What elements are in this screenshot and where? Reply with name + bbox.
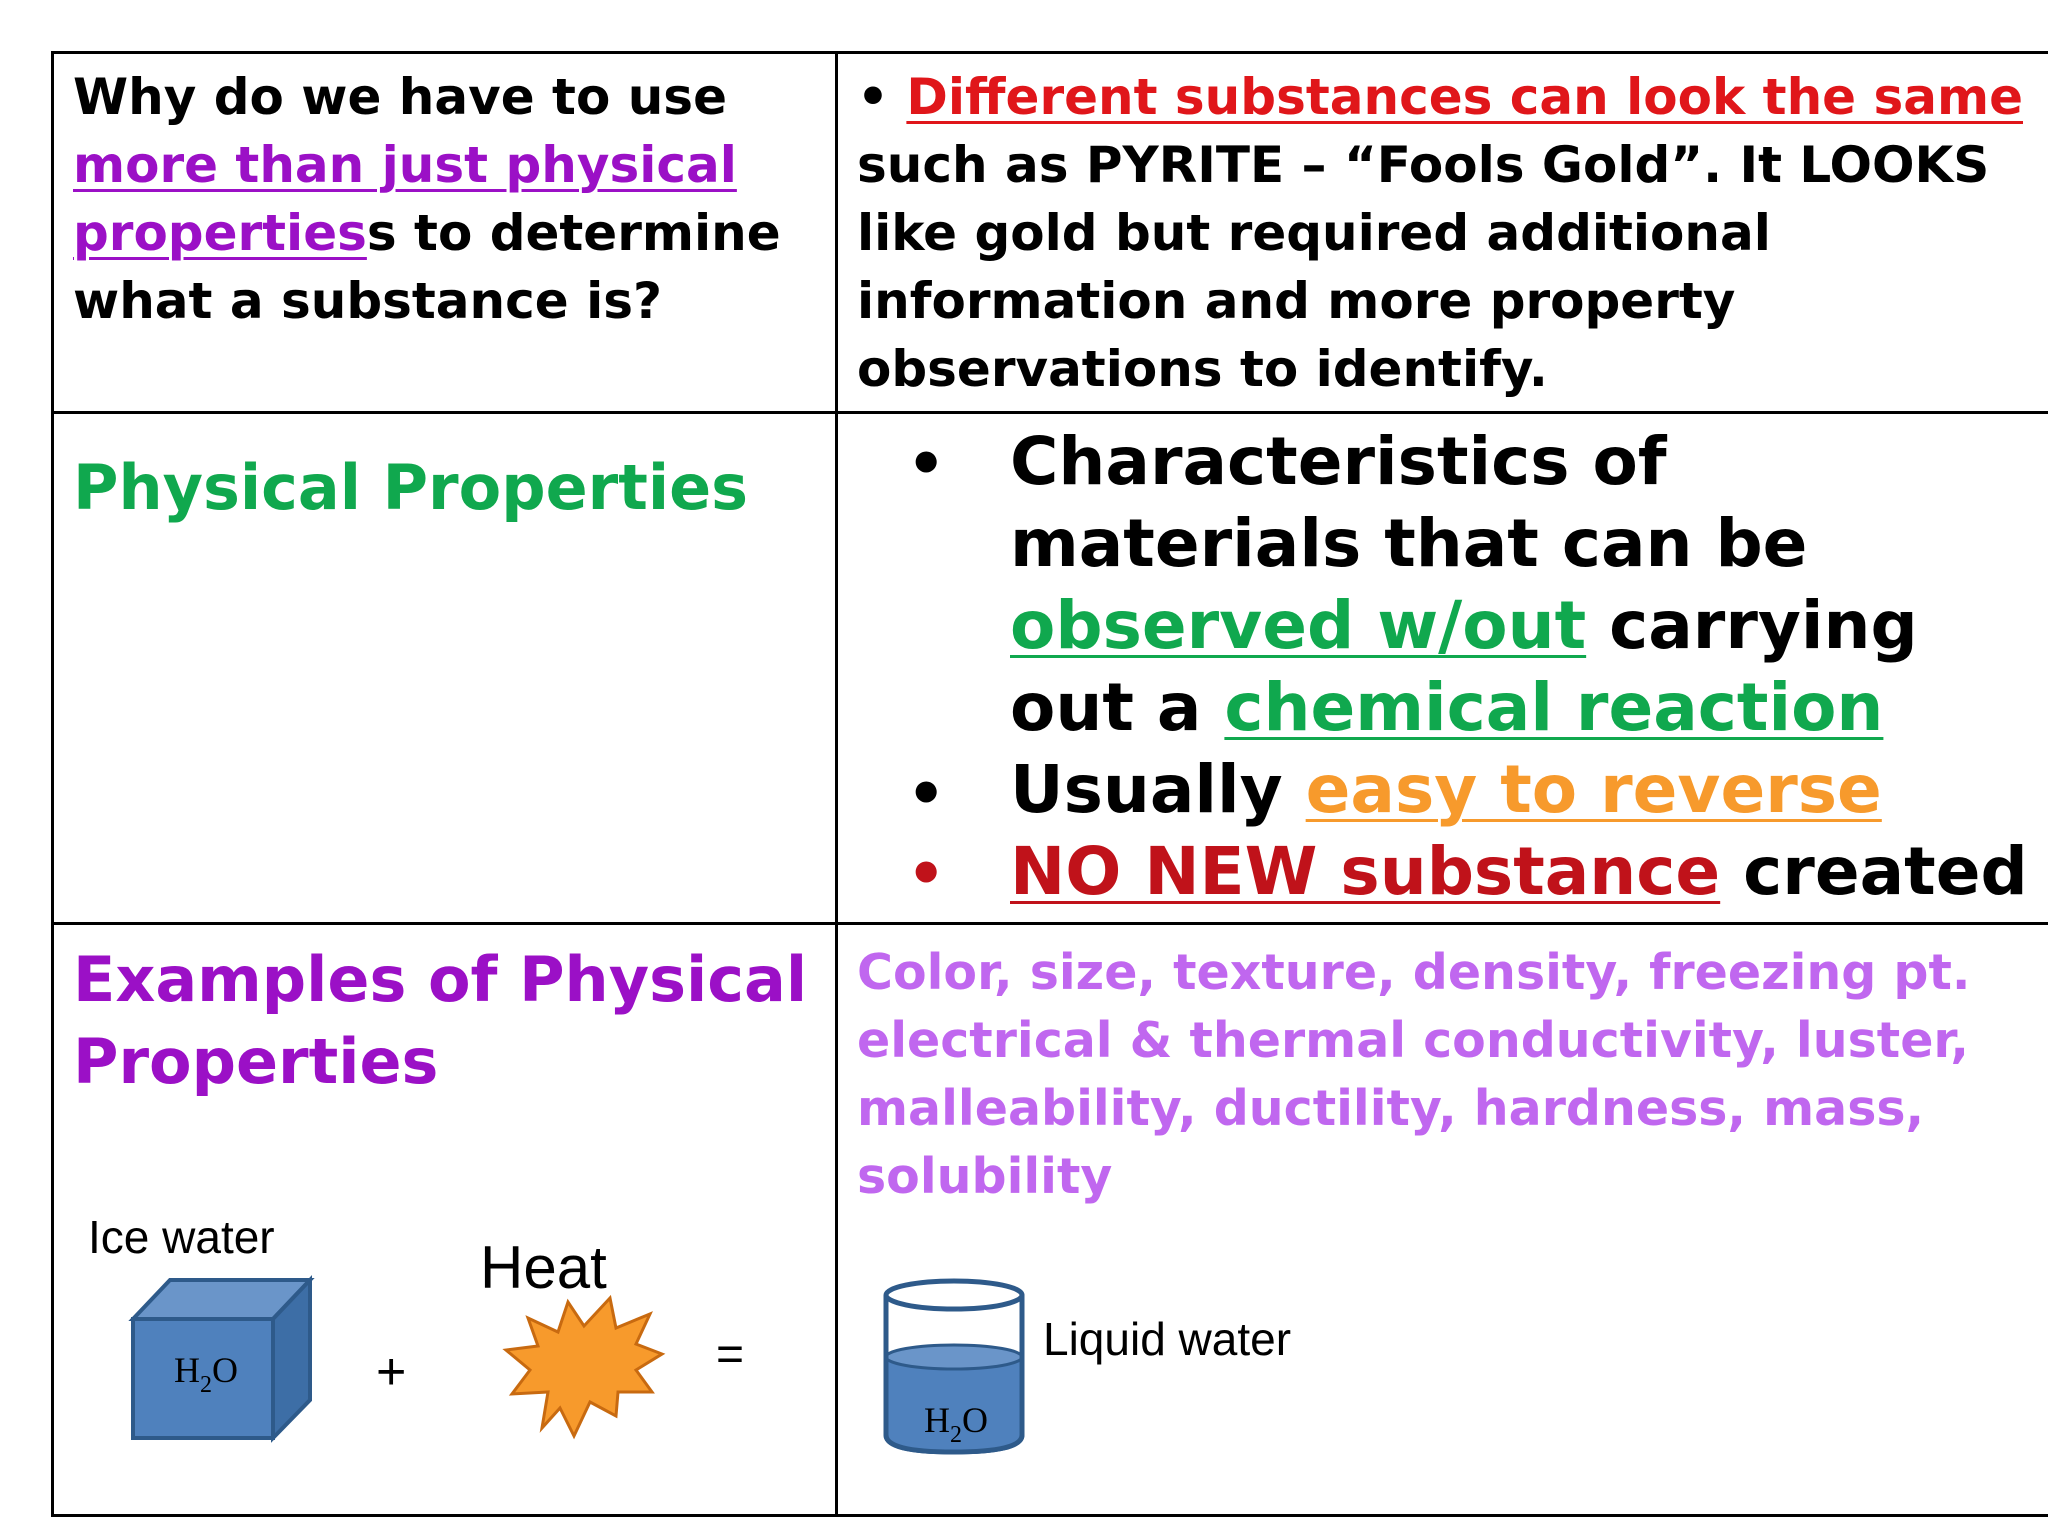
- liquid-formula: $H_2O$: [924, 1400, 988, 1448]
- bullet-2-highlight: easy to reverse: [1305, 751, 1882, 828]
- bullet-1: •: [907, 429, 946, 499]
- bullet-1-text-mid: carrying out a: [1010, 587, 1918, 746]
- bullet-1-highlight-reaction: chemical reaction: [1224, 669, 1884, 746]
- heat-label: Heat: [480, 1234, 607, 1301]
- question-highlight: more than just physical properties: [73, 136, 737, 262]
- examples-title: Examples of Physical Properties: [73, 943, 808, 1098]
- bullet-2-text-start: Usually: [1010, 751, 1283, 828]
- bullet-3: •: [907, 839, 946, 909]
- answer-highlight: Different substances can look the same: [906, 68, 2023, 126]
- bullet-3-highlight: NO NEW substance: [1010, 833, 1721, 910]
- ice-water-label: Ice water: [88, 1211, 275, 1263]
- bullet-2: •: [907, 759, 946, 829]
- equals-sign: =: [716, 1328, 745, 1381]
- question-text-start: Why do we have to use: [73, 68, 727, 126]
- bullet-1-text-start: Characteristics of materials that can be: [1010, 423, 1808, 582]
- bullet-3-text-end: created: [1743, 833, 2028, 910]
- question-text-end: s to determine what a substance is?: [73, 204, 781, 330]
- ice-formula: $H_2O$: [174, 1350, 238, 1398]
- answer-rest: such as PYRITE – “Fools Gold”. It LOOKS like gold but required additional information and more property observations to identify.: [857, 136, 1990, 398]
- answer-bullet: •: [857, 68, 889, 126]
- liquid-water-label: Liquid water: [1043, 1313, 1292, 1365]
- examples-list: Color, size, texture, density, freezing pt. electrical & thermal conductivity, luster, malleability, ductility, hardness, mass, solubility: [857, 944, 1971, 1205]
- physical-properties-title: Physical Properties: [73, 451, 749, 524]
- bullet-1-highlight-observed: observed w/out: [1010, 587, 1587, 664]
- plus-sign: +: [376, 1343, 407, 1401]
- heat-burst-icon: [506, 1298, 662, 1436]
